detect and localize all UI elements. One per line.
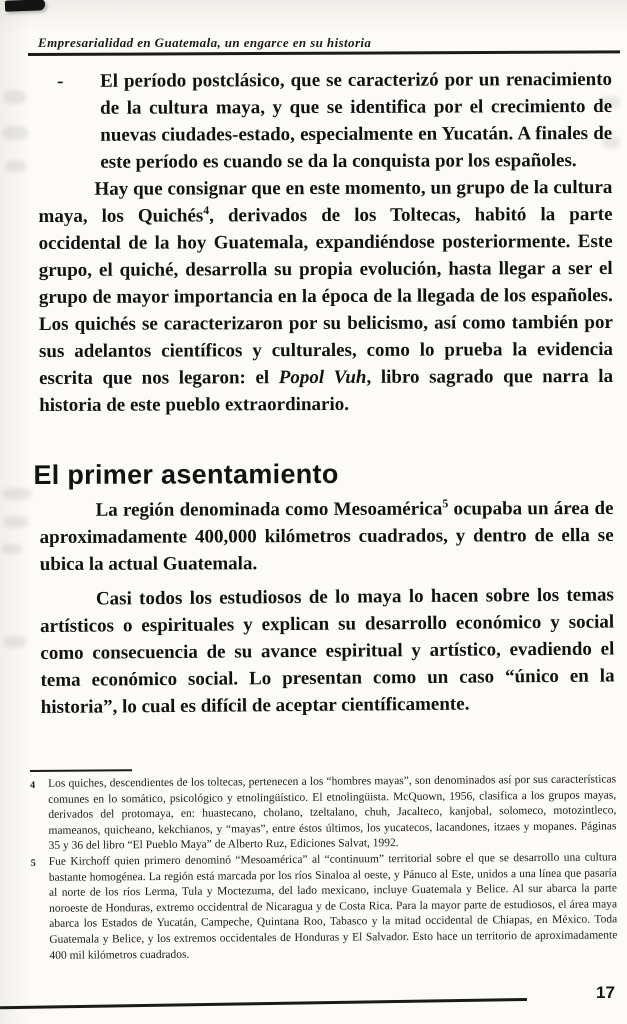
- footnote-number: 5: [30, 857, 36, 869]
- footer-rule: [0, 998, 527, 1009]
- scan-smudge: [4, 636, 26, 648]
- paragraph-mesoamerica: La región denominada como Mesoamérica$^5$ ocupaba un área de aproximadamente 400,000 kilómetros cuadrados, y dentro de ella se ubica la actual Guatemala.: [39, 497, 614, 575]
- scan-shadow-left: [0, 0, 30, 1024]
- paragraph-estudiosos: Casi todos los estudiosos de lo maya lo hacen sobre los temas artísticos o espirituales y explican su desarrollo económico y social como consecuencia de su avance espiritual y artístico, evadiendo el tema económico social. Lo presentan como un caso “único en la historia”, lo cual es difícil de aceptar científicamente.: [40, 584, 615, 718]
- section-heading: El primer asentamiento: [33, 458, 339, 491]
- bullet-paragraph: El período postclásico, que se caracterizó por un renacimiento de la cultura maya, y que se identifica por el crecimiento de nuevas ciudades-estado, especialmente en Yucatán. A finales de este período es cuando se da la conquista por los españoles.: [100, 68, 613, 173]
- footnote-separator: [30, 769, 132, 772]
- paragraph-quiches: Hay que consignar que en este momento, un grupo de la cultura maya, los Quichés$^4$, derivados de los Toltecas, habitó la parte occidental de la hoy Guatemala, expandiéndose posteriormente. Este grupo, el quiché, desarrolla su propia evolución, hasta llegar a ser el grupo de mayor importancia en la época de la llegada de los españoles. Los quichés se caracterizaron por su belicismo, así como también por sus adelantos científicos y culturales, como lo prueba la evidencia escrita que nos legaron: el Popol Vuh, libro sagrado que narra la historia de este pueblo extraordinario.: [38, 176, 614, 416]
- footnote-text: Fue Kirchoff quien primero denominó “Mesoamérica” al “continuum” territorial sobre el que se desarrollo una cultura bastante homogénea. La región está marcada por los ríos Sinaloa al oeste, y Pánuco al Este, unidos a una línea que pasaría al norte de los ríos Lerma, Tula y Moctezuma, del lado mexicano, incluye Guatemala y Belice. Al sur abarca la parte noroeste de Honduras, extremo occidentral de Nicaragua y de Costa Rica. Para la mayor parte de estudiosos, el área maya abarca los Estados de Yucatán, Campeche, Quintana Roo, Tabasco y la mitad occidental de Chiapas, en México. Toda Guatemala y Belice, y los extremos occidentales de Honduras y El Salvador. Esto hace un territorio de aproximadamente 400 mil kilómetros cuadrados.: [48, 851, 618, 962]
- footnotes-section: [30, 765, 618, 964]
- scan-smudge: [2, 488, 32, 500]
- scan-smudge: [4, 90, 26, 104]
- page-body: [33, 66, 615, 721]
- page-number: 17: [596, 983, 615, 1002]
- scan-artifact-blob: [5, 0, 45, 12]
- scan-smudge: [2, 544, 22, 554]
- bullet-item: [38, 66, 612, 176]
- footnote-text: Los quiches, descendientes de los toltecas, pertenecen a los “hombres mayas”, son denominados así por sus características comunes en lo somático, psicológico y etnolingüístico. El etnolingüista. McQuown, 1956, clasifica a los grupos mayas, derivados del protomaya, en: huastecano, cholano, tzeltalano, chuh, Jacalteco, kanjobal, solomeco, motozintleco, mameanos, quicheano, kekchianos, y “mayas”, entre éstos últimos, los yucatecos, lacandones, itzaes y mopanes. Páginas 35 y 36 del libro “El Pueblo Maya” de Alberto Ruz, Ediciones Salvat, 1992.: [48, 773, 617, 853]
- footnote-number: 4: [30, 779, 36, 791]
- scan-shadow-top: [0, 0, 627, 34]
- bullet-dash: -: [57, 70, 64, 92]
- footnote-4: [30, 772, 617, 855]
- running-header: Empresarialidad en Guatemala, un engarce en su historia: [38, 35, 372, 50]
- scan-smudge: [6, 160, 26, 172]
- footnote-5: [31, 850, 618, 964]
- scan-smudge: [4, 516, 28, 528]
- scan-smudge: [2, 126, 28, 140]
- header-rule: [28, 50, 620, 55]
